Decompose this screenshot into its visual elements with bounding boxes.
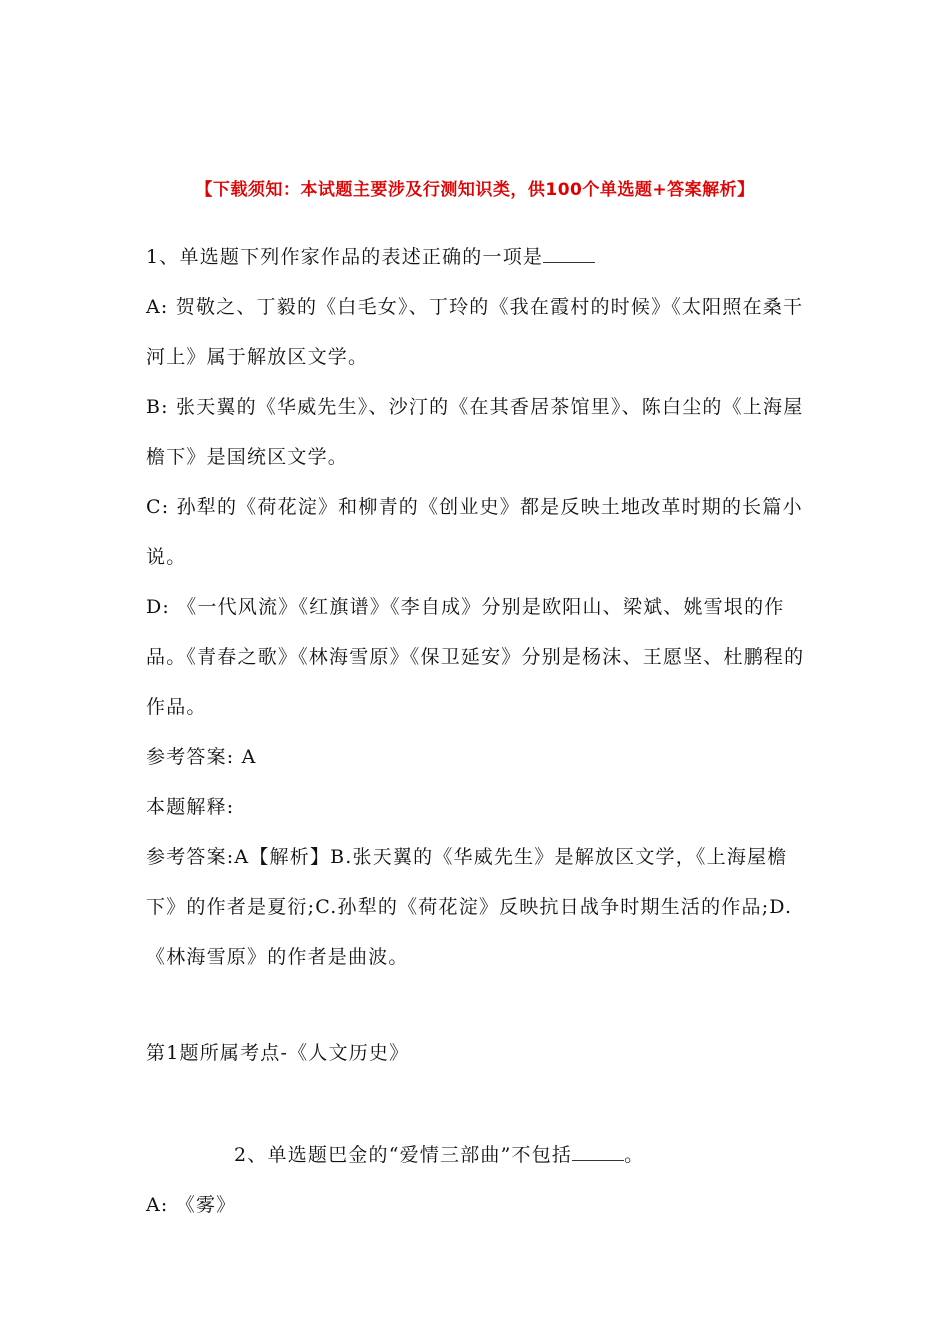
question-2-stem xyxy=(146,1130,806,1180)
question-1-category: 第1题所属考点-《人文历史》 xyxy=(146,1042,410,1064)
question-1-stem xyxy=(146,232,806,282)
question-1-stem-text: 1、单选题下列作家作品的表述正确的一项是 xyxy=(146,246,544,268)
question-2-stem-end: 。 xyxy=(624,1144,645,1166)
question-2-option-a: A: 《雾》 xyxy=(146,1194,237,1216)
spacer xyxy=(146,1078,806,1130)
question-1-answer: 参考答案: A xyxy=(146,746,257,768)
question-1-option-d: D: 《一代风流》《红旗谱》《李自成》分别是欧阳山、梁斌、姚雪垠的作品。《青春之歌》《林海雪原》《保卫延安》分别是杨沫、王愿坚、杜鹏程的作品。 xyxy=(146,596,805,718)
answer-blank xyxy=(543,261,595,263)
question-2-stem-text: 2、单选题巴金的“爱情三部曲”不包括 xyxy=(234,1144,573,1166)
question-1-explanation-label: 本题解释: xyxy=(146,796,235,818)
question-1-option-c: C: 孙犁的《荷花淀》和柳青的《创业史》都是反映土地改革时期的长篇小说。 xyxy=(146,496,803,568)
spacer xyxy=(146,982,806,1028)
question-1-explanation: 参考答案:A【解析】B.张天翼的《华威先生》是解放区文学，《上海屋檐下》的作者是夏衍;C.孙犁的《荷花淀》反映抗日战争时期生活的作品;D.《林海雪原》的作者是曲波。 xyxy=(146,846,793,968)
answer-blank xyxy=(572,1159,624,1161)
question-1-option-a: A: 贺敬之、丁毅的《白毛女》、丁玲的《我在霞村的时候》《太阳照在桑干河上》属于解放区文学。 xyxy=(146,296,804,368)
question-1-option-b: B: 张天翼的《华威先生》、沙汀的《在其香居茶馆里》、陈白尘的《上海屋檐下》是国统区文学。 xyxy=(146,396,804,468)
question-content xyxy=(146,232,806,1230)
download-notice: 【下载须知：本试题主要涉及行测知识类，供100个单选题+答案解析】 xyxy=(195,180,755,200)
